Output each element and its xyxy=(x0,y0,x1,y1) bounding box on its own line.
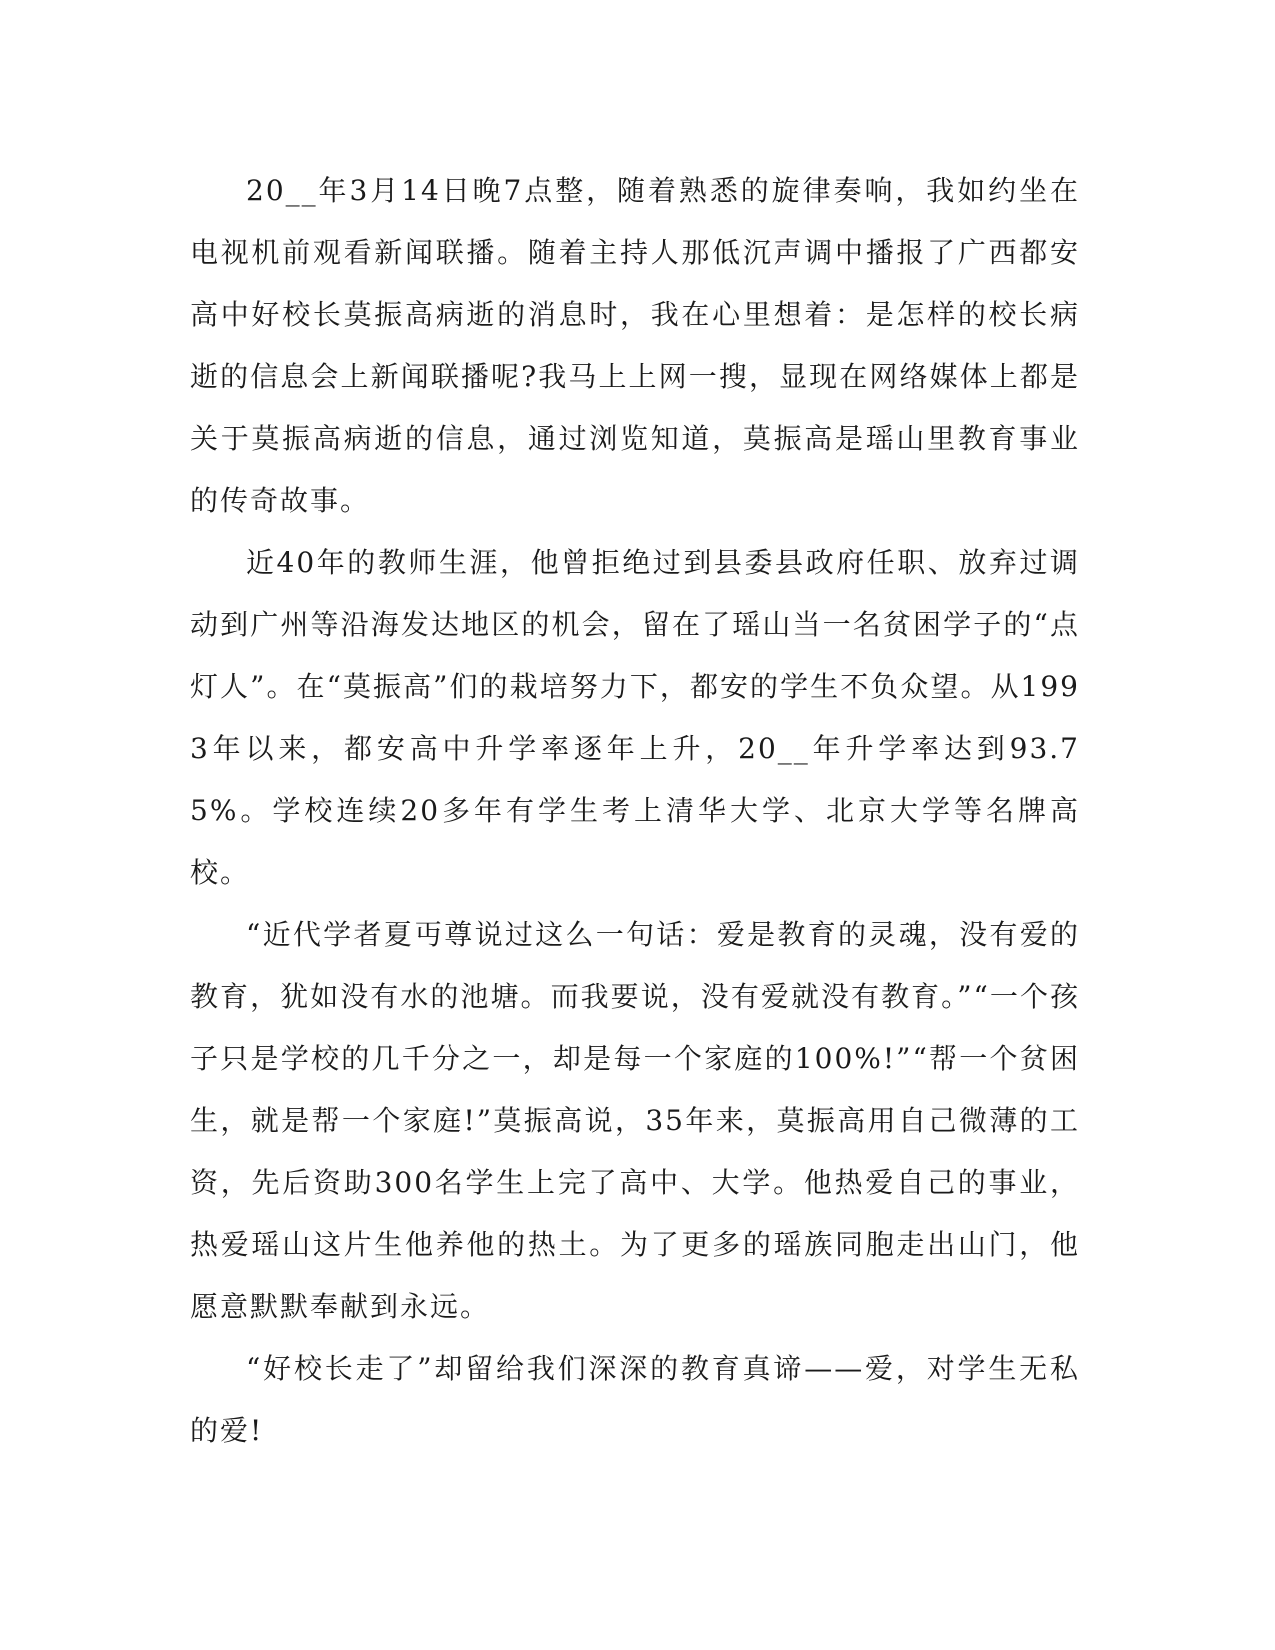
document-body xyxy=(190,160,1080,1462)
paragraph-2: 近40年的教师生涯，他曾拒绝过到县委县政府任职、放弃过调动到广州等沿海发达地区的机会，留在了瑶山当一名贫困学子的“点灯人”。在“莫振高”们的栽培努力下，都安的学生不负众望。从1993年以来，都安高中升学率逐年上升，20__年升学率达到93.75%。学校连续20多年有学生考上清华大学、北京大学等名牌高校。 xyxy=(190,546,1080,889)
paragraph-4: “好校长走了”却留给我们深深的教育真谛——爱，对学生无私的爱! xyxy=(190,1352,1080,1447)
paragraph-1: 20__年3月14日晚7点整，随着熟悉的旋律奏响，我如约坐在电视机前观看新闻联播。随着主持人那低沉声调中播报了广西都安高中好校长莫振高病逝的消息时，我在心里想着：是怎样的校长病逝的信息会上新闻联播呢?我马上上网一搜，显现在网络媒体上都是关于莫振高病逝的信息，通过浏览知道，莫振高是瑶山里教育事业的传奇故事。 xyxy=(190,174,1080,517)
paragraph-3: “近代学者夏丏尊说过这么一句话：爱是教育的灵魂，没有爱的教育，犹如没有水的池塘。而我要说，没有爱就没有教育。”“一个孩子只是学校的几千分之一，却是每一个家庭的100%!”“帮一个贫困生，就是帮一个家庭!”莫振高说，35年来，莫振高用自己微薄的工资，先后资助300名学生上完了高中、大学。他热爱自己的事业，热爱瑶山这片生他养他的热土。为了更多的瑶族同胞走出山门，他愿意默默奉献到永远。 xyxy=(190,918,1080,1323)
